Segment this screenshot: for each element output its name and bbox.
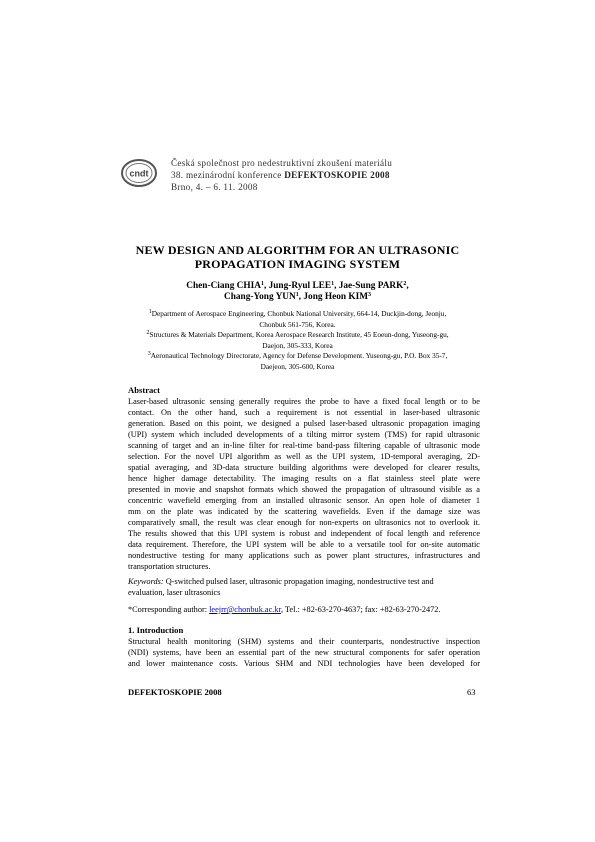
abstract-line: The results showed that this UPI system is robust and independent of focal length and reference [128,529,480,538]
abstract-line: contact. On the other hand, such a requirement is not essential in laser-based ultrasonic [128,408,480,417]
header-conference [171,170,390,180]
abstract-line: scanning of target and an in-line filter for real-time band-pass filtering capable of ultrasonic mode [128,441,480,450]
keywords-text: Q-switched pulsed laser, ultrasonic propagation imaging, nondestructive test and [163,577,434,586]
abstract-line: data requirement. Therefore, the UPI system will be able to a versatile tool for on-site automatic [128,540,480,549]
abstract-heading: Abstract [128,385,160,395]
author-affiliation-mark: 1 [331,281,335,287]
abstract-line: selection. For the novel UPI algorithm as well as the UPI system, 1D-temporal averaging, 2D- [128,452,480,461]
corresponding-author [128,605,441,614]
introduction-line: Structural health monitoring (SHM) systems and their counterparts, nondestructive inspection [128,637,480,646]
author-name: Chang-Yong YUN [224,292,296,302]
author-name: Jae-Sung PARK [338,281,404,291]
corresponding-prefix: *Corresponding author: [128,605,210,614]
affiliation-2-line2: Daejon, 305-333, Korea [262,341,333,350]
author-list-line2: Chang-Yong YUN$^1$, Jong Heon KIM$^3$ [224,292,371,302]
author-list-line1: Chen-Ciang CHIA$^1$, Jung-Ryul LEE$^1$, Jae-Sung PARK$^2$, [186,281,409,291]
keywords-line2: evaluation, laser ultrasonics [128,588,221,597]
paper-title-line1: NEW DESIGN AND ALGORITHM FOR AN ULTRASONIC [135,243,460,257]
abstract-line: mm on the plate was indicated by the scattering wavefields. Even if the damage size was [128,507,480,516]
header-conference-prefix: 38. mezinárodní konference [171,170,285,180]
affiliation-3-line1 [0,351,595,360]
affiliation-2-line1 [0,330,595,339]
affiliation-text: Structures & Materials Department, Korea Aerospace Research Institute, 45 Eoeun-dong, Yuseong-gu, [149,330,449,339]
author-affiliation-mark: 2 [403,281,407,287]
page-number: 63 [467,687,476,697]
keywords-label: Keywords: [128,577,164,586]
header-society: Česká společnost pro nedestruktivní zkoušení materiálu [171,158,393,168]
logo-text: cndt [129,168,149,179]
abstract-line: nondestructive testing for many applications such as power plant structures, infrastructures and [128,551,480,560]
conference-logo [120,158,158,188]
paper-title-line2: PROPAGATION IMAGING SYSTEM [194,257,401,271]
affiliation-text: Department of Aerospace Engineering, Chonbuk National University, 664-14, Duckjin-dong, Jeonju, [151,309,447,318]
author-name: Jong Heon KIM [303,292,368,302]
abstract-line: comparatively small, the result was clear enough for non-experts on ultrasonics not to overlook it. [128,518,480,527]
author-name: Jung-Ryul LEE [268,281,332,291]
author-name: Chen-Ciang CHIA [186,281,261,291]
introduction-line: and lower maintenance costs. Various SHM and NDI technologies have been developed for [128,659,480,668]
author-affiliation-mark: 1 [295,292,299,298]
affiliation-mark: 3 [147,351,151,357]
abstract-line: (UPI) system which included developments of a tilting mirror system (TMS) for rapid ultrasonic [128,430,480,439]
introduction-line: (NDI) systems, have been an essential part of the new structural components for safer operation [128,648,480,657]
author-affiliation-mark: 3 [367,292,371,298]
abstract-line: concentric wavefield emerging from an installed ultrasonic sensor. An open hole of diameter 1 [128,496,480,505]
corresponding-contact: , Tel.: +82-63-270-4637; fax: +82-63-270-2472. [280,605,441,614]
abstract-line: generation. Based on this point, we designed a pulsed laser-based ultrasonic propagation imaging [128,419,480,428]
author-affiliation-mark: 1 [260,281,264,287]
header-date: Brno, 4. – 6. 11. 2008 [171,182,258,192]
abstract-line: transportation structures. [128,562,211,571]
affiliation-mark: 2 [146,330,150,336]
keywords-line1 [128,577,434,586]
abstract-line: presented in movie and snapshot formats which showed the propagation of ultrasound visible as a [128,485,480,494]
header-conference-name: DEFEKTOSKOPIE 2008 [284,170,390,180]
affiliation-1-line1 [0,309,595,318]
introduction-heading: 1. Introduction [128,625,184,635]
affiliation-mark: 1 [148,309,152,315]
affiliation-3-line2: Daejeon, 305-600, Korea [260,362,335,371]
abstract-line: Laser-based ultrasonic sensing generally requires the probe to have a fixed focal length or to be [128,397,480,406]
abstract-line: hence higher damage detectability. The imaging results on a flat stainless steel plate were [128,474,480,483]
abstract-line: spatial averaging, and 3D-data structure building algorithms were developed for clearer results, [128,463,480,472]
affiliation-text: Aeronautical Technology Directorate, Agency for Defense Development. Yuseong-gu, P.O. Box 35-7, [150,351,448,360]
affiliation-1-line2: Chonbuk 561-756, Korea. [259,320,336,329]
footer-journal: DEFEKTOSKOPIE 2008 [128,687,222,697]
author-email-link[interactable]: leejrr@chonbuk.ac.kr [209,605,281,614]
